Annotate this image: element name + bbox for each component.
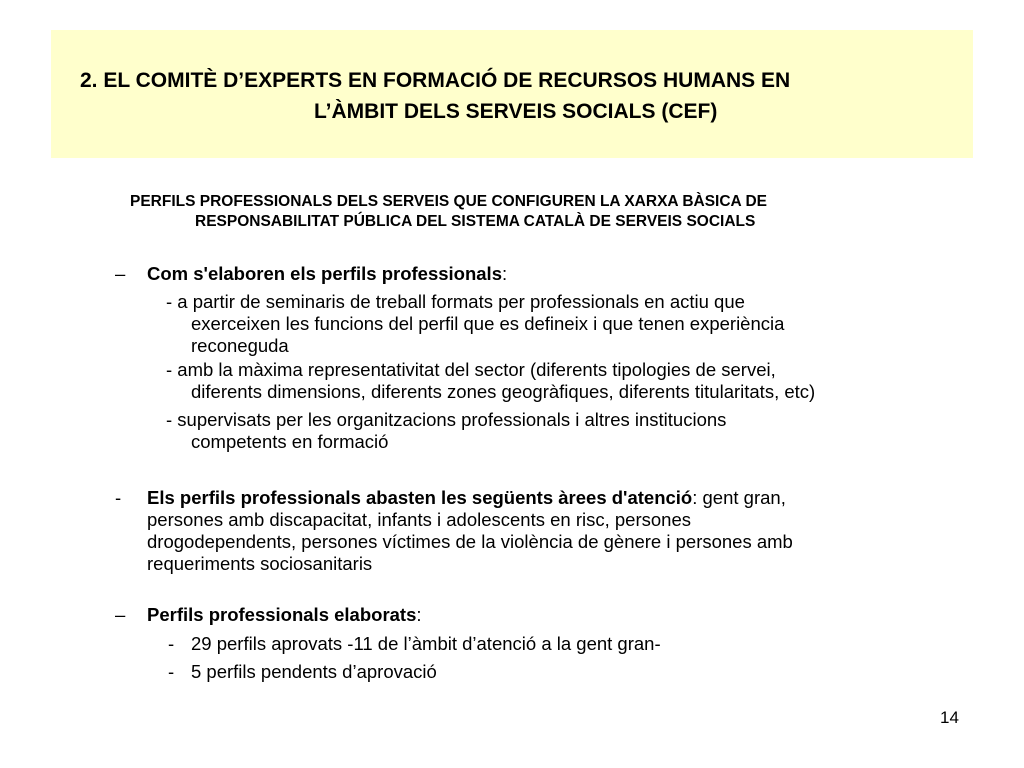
section1-item3-line2: competents en formació bbox=[191, 431, 389, 452]
section1-item2-line2: diferents dimensions, diferents zones geogràfiques, diferents titularitats, etc) bbox=[191, 381, 816, 402]
section2-line4: requeriments sociosanitaris bbox=[147, 553, 373, 574]
section3-item2-dash: - bbox=[168, 661, 175, 682]
subtitle-line-1: PERFILS PROFESSIONALS DELS SERVEIS QUE CONFIGUREN LA XARXA BÀSICA DE bbox=[130, 193, 768, 210]
section1-heading: Com s'elaboren els perfils professionals bbox=[147, 263, 502, 284]
section3-item1: 29 perfils aprovats -11 de l’àmbit d’atenció a la gent gran- bbox=[191, 633, 661, 654]
section2-line1 bbox=[147, 487, 786, 509]
section3-heading-line bbox=[147, 604, 422, 626]
section3-colon: : bbox=[416, 604, 422, 625]
section1-item1-line2: exerceixen les funcions del perfil que es defineix i que tenen experiència bbox=[191, 313, 785, 334]
section3-item1-dash: - bbox=[168, 633, 175, 654]
section3-bullet: – bbox=[115, 604, 126, 625]
section1-heading-line bbox=[147, 263, 507, 285]
section2-bullet: - bbox=[115, 487, 122, 508]
section1-item2-line1: - amb la màxima representativitat del sector (diferents tipologies de servei, bbox=[166, 359, 776, 380]
section2-line2: persones amb discapacitat, infants i adolescents en risc, persones bbox=[147, 509, 691, 530]
section1-colon: : bbox=[502, 263, 508, 284]
section1-bullet: – bbox=[115, 263, 126, 284]
slide-title-line-1: 2. EL COMITÈ D’EXPERTS EN FORMACIÓ DE RECURSOS HUMANS EN bbox=[80, 69, 791, 92]
slide-title-line-2: L’ÀMBIT DELS SERVEIS SOCIALS (CEF) bbox=[314, 100, 718, 123]
section3-item2: 5 perfils pendents d’aprovació bbox=[191, 661, 437, 682]
section2-line1-rest: : gent gran, bbox=[692, 487, 786, 508]
section2-heading: Els perfils professionals abasten les següents àrees d'atenció bbox=[147, 487, 693, 508]
section2-line3: drogodependents, persones víctimes de la violència de gènere i persones amb bbox=[147, 531, 793, 552]
section1-item1-line3: reconeguda bbox=[191, 335, 289, 356]
page-number: 14 bbox=[940, 708, 959, 727]
section1-item1-line1: - a partir de seminaris de treball formats per professionals en actiu que bbox=[166, 291, 745, 312]
section1-item3-line1: - supervisats per les organitzacions professionals i altres institucions bbox=[166, 409, 727, 430]
section3-heading: Perfils professionals elaborats bbox=[147, 604, 417, 625]
subtitle-line-2: RESPONSABILITAT PÚBLICA DEL SISTEMA CATALÀ DE SERVEIS SOCIALS bbox=[195, 213, 756, 230]
